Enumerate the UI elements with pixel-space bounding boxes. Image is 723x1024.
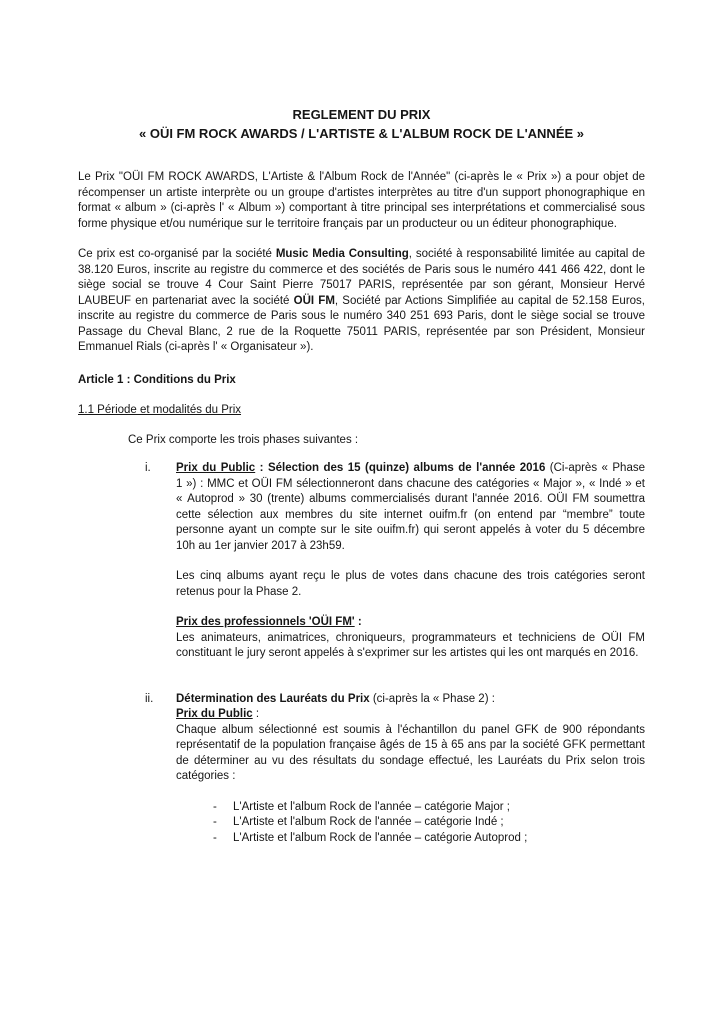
list-item-ii	[145, 692, 645, 847]
bullet-dash: -	[213, 831, 217, 844]
bullet-text: L'Artiste et l'album Rock de l'année – catégorie Autoprod ;	[233, 831, 528, 844]
item-i-heading-prix-professionnels: Prix des professionnels 'OÜI FM' :	[176, 616, 362, 628]
bullet-dash: -	[213, 800, 217, 813]
list-item-ii-content	[176, 692, 645, 847]
item-i-paragraph-selection: Prix du Public : Sélection des 15 (quinze) albums de l'année 2016 (Ci-après « Phase 1 ») : MMC et OÜI FM sélectionneront dans chacune des catégories « Major », « Indé » et « Autoprod » 30 (trente) albums commercialisés durant l'année 2016. OÜI FM soumettra cette sélection aux membres du site internet ouifm.fr (on entend par “membre” toute personne ayant un compte sur le site ouifm.fr) qui seront appelés à voter du 5 décembre 10h au 1er janvier 2017 à 23h59.	[176, 462, 645, 552]
item-ii-heading-determination: Détermination des Lauréats du Prix (ci-après la « Phase 2) :	[176, 692, 495, 705]
paragraph-organizer: Ce prix est co-organisé par la société Music Media Consulting, société à responsabilité limitée au capital de 38.120 Euros, inscrite au registre du commerce et des sociétés de Paris sous le numéro 441 466 422, dont le siège social se trouve 4 Cour Saint Pierre 75017 PARIS, représentée par son gérant, Monsieur Hervé LAUBEUF en partenariat avec la société OÜI FM, Société par Actions Simplifiée au capital de 52.158 Euros, inscrite au registre du commerce de Paris sous le numéro 340 251 693 Paris, dont le siège social se trouve Passage du Cheval Blanc, 2 rue de la Roquette 75011 PARIS, représentée par son Président, Monsieur Emmanuel Rials (ci-après l' « Organisateur »).	[78, 248, 645, 353]
item-ii-subheading-prix-du-public: Prix du Public :	[176, 708, 260, 720]
document-title	[78, 105, 645, 143]
item-ii-paragraph-gfk: Chaque album sélectionné est soumis à l'échantillon du panel GFK de 900 répondants représentatif de la population française âgés de 15 à 65 ans par la société GFK permettant de déterminer au vu des résultats du sondage effectué, les Lauréats du Prix selon trois catégories :	[176, 723, 645, 782]
item-i-paragraph-jury: Les animateurs, animatrices, chroniqueurs, programmateurs et techniciens de OÜI FM constituant le jury seront appelés à s'exprimer sur les artistes qui les ont marqués en 2016.	[176, 631, 645, 659]
category-list	[176, 800, 645, 847]
list-marker-i: i.	[145, 462, 151, 474]
bullet-text: L'Artiste et l'album Rock de l'année – catégorie Indé ;	[233, 816, 504, 828]
title-line-2: « OÜI FM ROCK AWARDS / L'ARTISTE & L'ALBUM ROCK DE L'ANNÉE »	[138, 126, 585, 141]
list-marker-ii: ii.	[145, 692, 154, 705]
article-1-heading: Article 1 : Conditions du Prix	[78, 373, 236, 386]
bullet-dash: -	[213, 816, 217, 828]
phases-intro: Ce Prix comporte les trois phases suivantes :	[128, 433, 359, 446]
section-1-1-heading: 1.1 Période et modalités du Prix	[78, 404, 242, 416]
category-list-item	[213, 800, 645, 816]
paragraph-prix-definition: Le Prix "OÜI FM ROCK AWARDS, L'Artiste & l'Album Rock de l'Année" (ci-après le « Prix ») a pour objet de récompenser un artiste interprète ou un groupe d'artistes interprètes au titre d'un support phonographique en format « album » (ci-après l' « Album ») comportant à titre principal ses interprétations et commercialisé sous forme physique et/ou numérique sur le territoire français par un producteur ou un éditeur phonographique.	[78, 171, 645, 230]
list-item-i-content	[176, 461, 645, 677]
category-list-item	[213, 831, 645, 847]
list-item-i	[145, 461, 645, 677]
title-line-1: REGLEMENT DU PRIX	[292, 107, 431, 122]
bullet-text: L'Artiste et l'album Rock de l'année – catégorie Major ;	[233, 800, 510, 813]
item-i-paragraph-cinq-albums: Les cinq albums ayant reçu le plus de votes dans chacune des trois catégories seront retenus pour la Phase 2.	[176, 570, 645, 598]
category-list-item	[213, 815, 645, 831]
